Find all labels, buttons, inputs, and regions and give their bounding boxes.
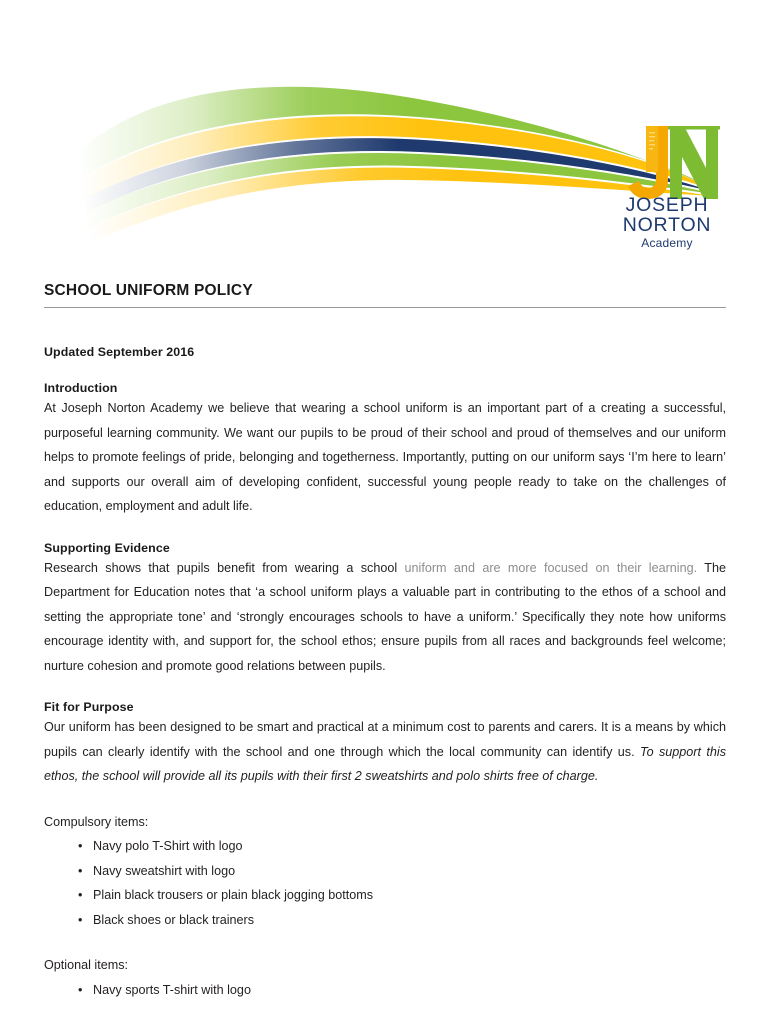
section-heading-supporting-evidence: Supporting Evidence [44, 540, 170, 555]
list-item [44, 859, 726, 884]
bullet-icon: • [78, 912, 83, 927]
optional-items-label: Optional items: [44, 958, 128, 972]
section-heading-fit-for-purpose: Fit for Purpose [44, 700, 134, 714]
logo-mark [608, 122, 726, 200]
header-banner [0, 0, 770, 265]
bullet-icon: • [78, 888, 83, 902]
logo-name-line-2: NORTON [622, 213, 712, 236]
document-body [44, 282, 726, 1002]
compulsory-items-list [44, 834, 726, 932]
logo-wordmark [608, 196, 726, 249]
list-item-label: Black shoes or black trainers [93, 912, 254, 927]
compulsory-items-label: Compulsory items: [44, 814, 149, 829]
supporting-evidence-text-muted: uniform and are more focused on their learning. [404, 560, 698, 575]
page-title: SCHOOL UNIFORM POLICY [44, 282, 253, 299]
list-item [44, 908, 726, 933]
updated-date: Updated September 2016 [44, 345, 195, 359]
list-item-label: Navy sports T-shirt with logo [93, 982, 251, 997]
logo-name-line-1: JOSEPH [625, 194, 709, 216]
list-item-label: Navy polo T-Shirt with logo [93, 839, 243, 853]
fit-for-purpose-text-italic: To support this ethos, the school will provide all its pupils with their first 2 sweatshirts and polo shirts free of charge. [44, 744, 726, 783]
jn-monogram-icon [608, 122, 726, 202]
list-item [44, 883, 726, 908]
bullet-icon: • [78, 839, 83, 853]
bullet-icon: • [78, 863, 83, 878]
school-logo [608, 122, 726, 250]
bullet-icon: • [78, 982, 83, 997]
section-paragraph-introduction: At Joseph Norton Academy we believe that wearing a school uniform is an important part of a creating a successful, purposeful learning community. We want our pupils to be proud of their school and proud of themselves and our uniform helps to promote feelings of pride, belonging and togetherness. Importantly, putting on our uniform says ‘I’m here to learn’ and supports our overall aim of developing confident, successful young people ready to take on the challenges of education, employment and adult life. [44, 401, 726, 513]
list-item [44, 978, 726, 1003]
logo-name-line-3: Academy [641, 235, 693, 250]
supporting-evidence-text-part-1: Research shows that pupils benefit from wearing a school [44, 560, 405, 575]
fit-for-purpose-text-part-1: Our uniform has been designed to be smart and practical at a minimum cost to parents and carers. It is a means by which pupils can clearly identify with the school and one through which the local community can identify us. [44, 720, 726, 759]
list-item [44, 834, 726, 859]
supporting-evidence-text-part-2: The Department for Education notes that ‘a school uniform plays a valuable part in contributing to the ethos of a school and setting the appropriate tone’ and ‘strongly encourages schools to have a uniform.’ Specifically they note how uniforms encourage identity with, and support for, the school ethos; ensure pupils from all races and backgrounds feel welcome; nurture cohesion and promote good relations between pupils. [44, 560, 726, 673]
section-heading-introduction: Introduction [44, 381, 118, 395]
title-divider [44, 307, 726, 308]
section-paragraph-supporting-evidence [44, 556, 726, 679]
optional-items-list [44, 978, 726, 1003]
list-item-label: Plain black trousers or plain black jogging bottoms [93, 888, 374, 902]
list-item-label: Navy sweatshirt with logo [93, 863, 236, 878]
section-paragraph-fit-for-purpose [44, 715, 726, 789]
